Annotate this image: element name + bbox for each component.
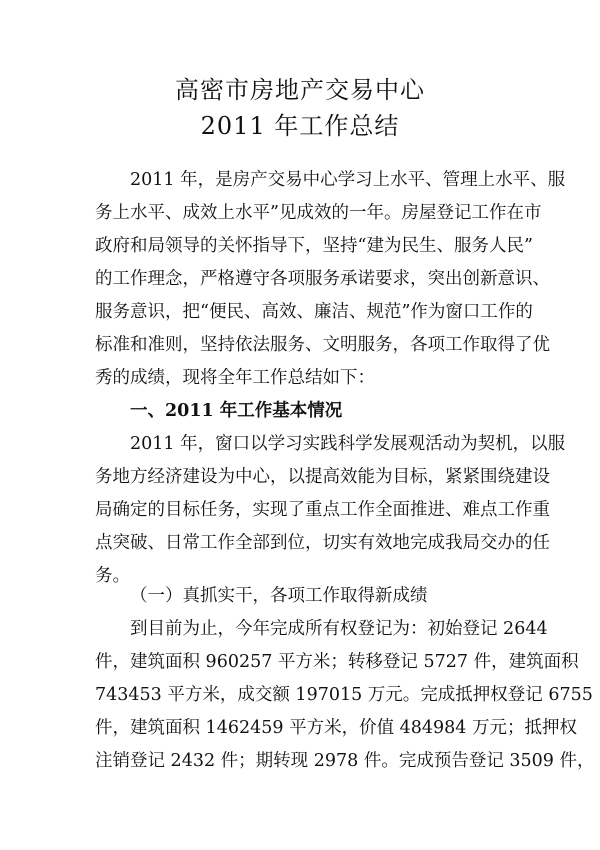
paragraph-line: 点突破、日常工作全部到位，切实有效地完成我局交办的任 <box>95 533 550 553</box>
paragraph-line: 标准和准则，坚持依法服务、文明服务，各项工作取得了优 <box>95 335 550 355</box>
document-title-line2: 2011 年工作总结 <box>200 112 400 140</box>
section-heading-1: 一、2011 年工作基本情况 <box>130 401 343 421</box>
paragraph-line: 政府和局领导的关怀指导下，坚持“建为民生、服务人民” <box>95 236 533 256</box>
paragraph-line: 务上水平、成效上水平”见成效的一年。房屋登记工作在市 <box>95 203 542 223</box>
section-heading-2: （一）真抓实干，各项工作取得新成绩 <box>130 586 428 606</box>
paragraph-line: 2011 年，窗口以学习实践科学发展观活动为契机，以服 <box>130 434 566 454</box>
document-title-line1: 高密市房地产交易中心 <box>175 76 425 104</box>
paragraph-line: 务。 <box>95 566 130 586</box>
paragraph-line: 局确定的目标任务，实现了重点工作全面推进、难点工作重 <box>95 500 550 520</box>
paragraph-line: 件，建筑面积 1462459 平方米，价值 484984 万元；抵押权 <box>95 718 577 738</box>
paragraph-line: 的工作理念，严格遵守各项服务承诺要求，突出创新意识、 <box>95 269 550 289</box>
paragraph-line: 743453 平方米，成交额 197015 万元。完成抵押权登记 6755 <box>95 685 593 705</box>
paragraph-line: 秀的成绩，现将全年工作总结如下： <box>95 368 375 388</box>
paragraph-line: 2011 年，是房产交易中心学习上水平、管理上水平、服 <box>130 170 566 190</box>
paragraph-line: 服务意识，把“便民、高效、廉洁、规范”作为窗口工作的 <box>95 302 533 322</box>
paragraph-3 <box>95 613 595 778</box>
paragraph-2 <box>95 428 566 593</box>
paragraph-line: 件，建筑面积 960257 平方米；转移登记 5727 件，建筑面积 <box>95 652 579 672</box>
paragraph-line: 务地方经济建设为中心，以提高效能为目标，紧紧围绕建设 <box>95 467 550 487</box>
paragraph-line: 到目前为止，今年完成所有权登记为：初始登记 2644 <box>130 619 548 639</box>
paragraph-1 <box>95 164 566 395</box>
paragraph-line: 注销登记 2432 件；期转现 2978 件。完成预告登记 3509 件， <box>95 751 595 771</box>
